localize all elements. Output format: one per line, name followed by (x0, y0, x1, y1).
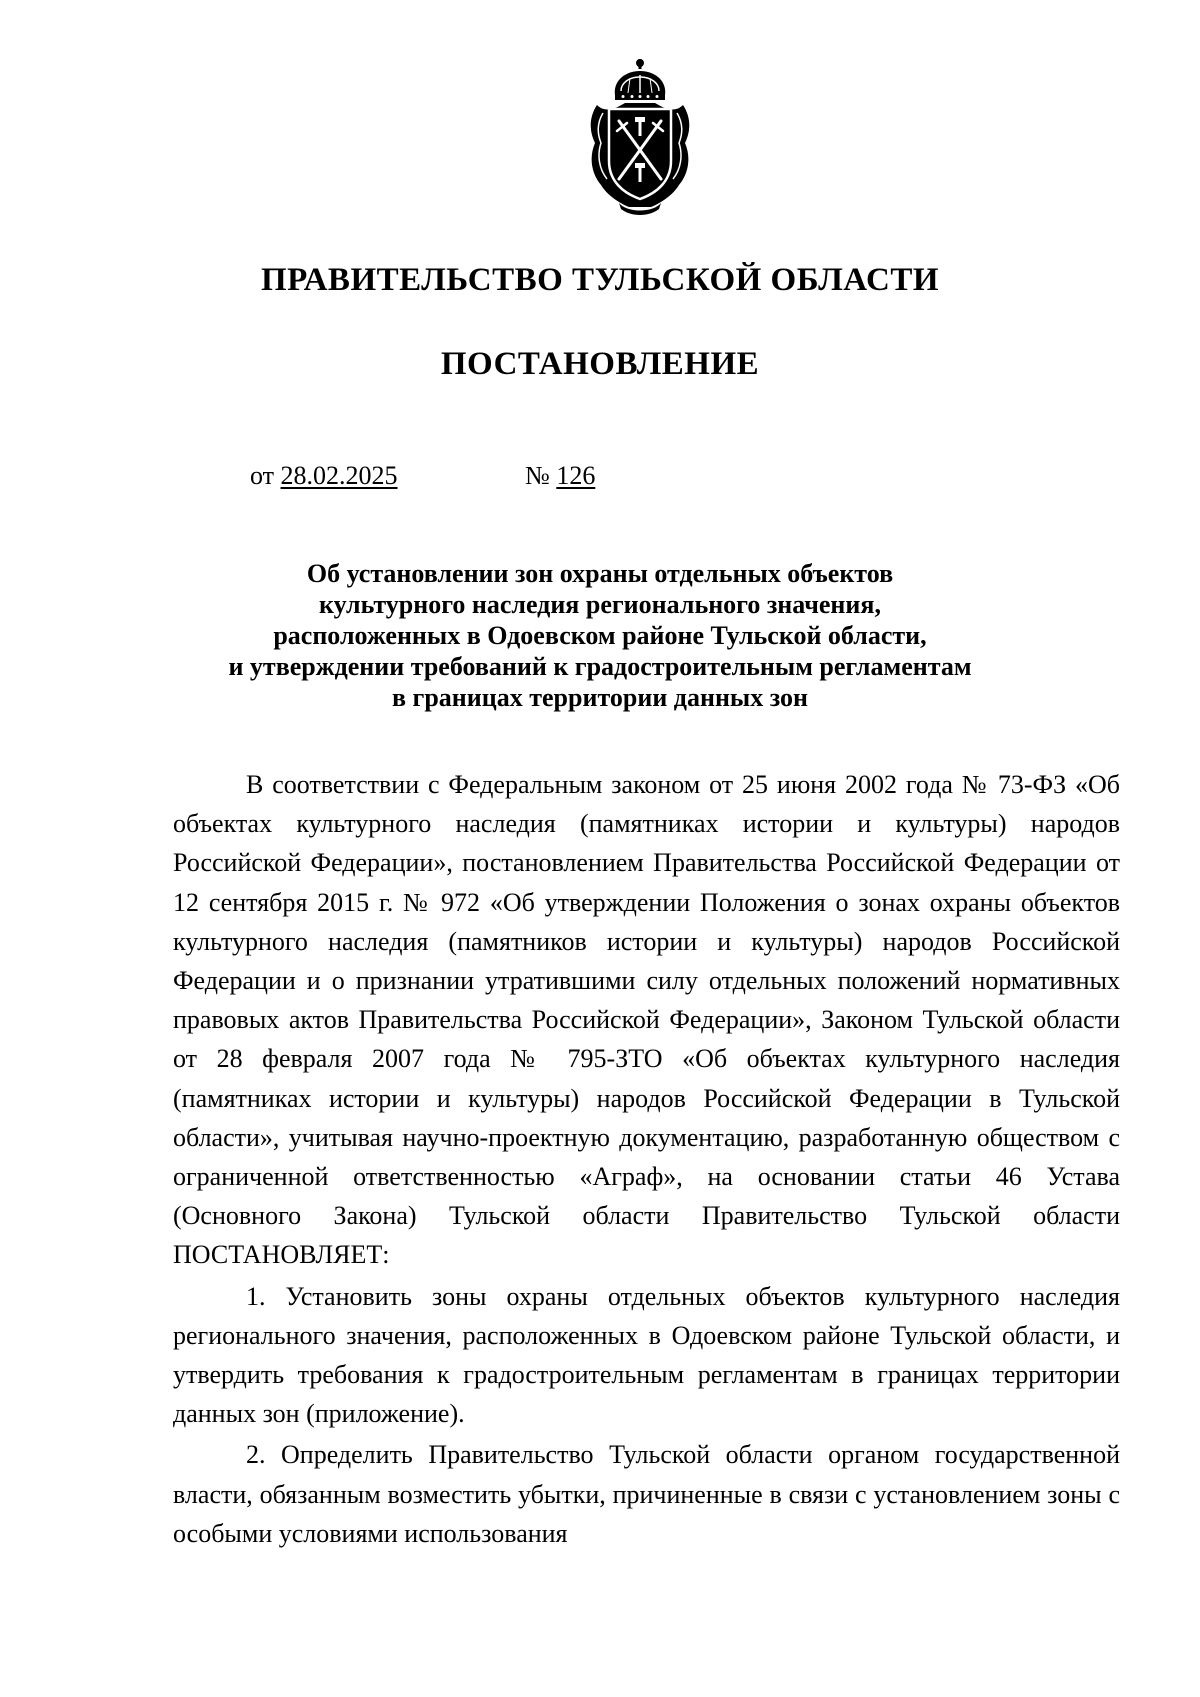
heading-line: культурного наследия регионального значения, (319, 590, 881, 619)
document-body (173, 765, 1120, 1553)
document-number (525, 460, 595, 492)
document-heading (140, 558, 1060, 713)
number-value: 126 (556, 461, 596, 490)
heading-line: расположенных в Одоевском районе Тульской области, (273, 621, 927, 650)
heading-line: и утверждении требований к градостроительным регламентам (228, 652, 972, 681)
coat-of-arms-icon (585, 57, 695, 217)
item-1-paragraph: 1. Установить зоны охраны отдельных объектов культурного наследия регионального значения, расположенных в Одоевском районе Тульской области, и утвердить требования к градостроительным регламентам в границах территории данных зон (приложение). (173, 1281, 1120, 1429)
heading-line: Об установлении зон охраны отдельных объектов (306, 559, 894, 588)
preamble-paragraph: В соответствии с Федеральным законом от 25 июня 2002 года № 73-ФЗ «Об объектах культурного наследия (памятниках истории и культуры) народов Российской Федерации», постановлением Правительства Российской Федерации от 12 сентября 2015 г. № 972 «Об утверждении Положения о зонах охраны объектов культурного наследия (памятников истории и культуры) народов Российской Федерации и о признании утратившими силу отдельных положений нормативных правовых актов Правительства Российской Федерации», Законом Тульской области от 28 февраля 2007 года № 795-ЗТО «Об объектах культурного наследия (памятниках истории и культуры) народов Российской Федерации в Тульской области», учитывая научно-проектную документацию, разработанную обществом с ограниченной ответственностью «Аграф», на основании статьи 46 Устава (Основного Закона) Тульской области Правительство Тульской области ПОСТАНОВЛЯЕТ: (173, 770, 1120, 1270)
document-date (250, 460, 398, 492)
document-type: ПОСТАНОВЛЕНИЕ (440, 346, 760, 382)
organization-title: ПРАВИТЕЛЬСТВО ТУЛЬСКОЙ ОБЛАСТИ (261, 262, 939, 298)
date-prefix: от (250, 461, 275, 490)
heading-line: в границах территории данных зон (392, 683, 808, 712)
crown-icon (615, 59, 665, 100)
date-value: 28.02.2025 (280, 461, 398, 490)
number-prefix: № (525, 461, 550, 490)
item-2-paragraph: 2. Определить Правительство Тульской области органом государственной власти, обязанным возместить убытки, причиненные в связи с установлением зоны с особыми условиями использования (173, 1440, 1120, 1548)
